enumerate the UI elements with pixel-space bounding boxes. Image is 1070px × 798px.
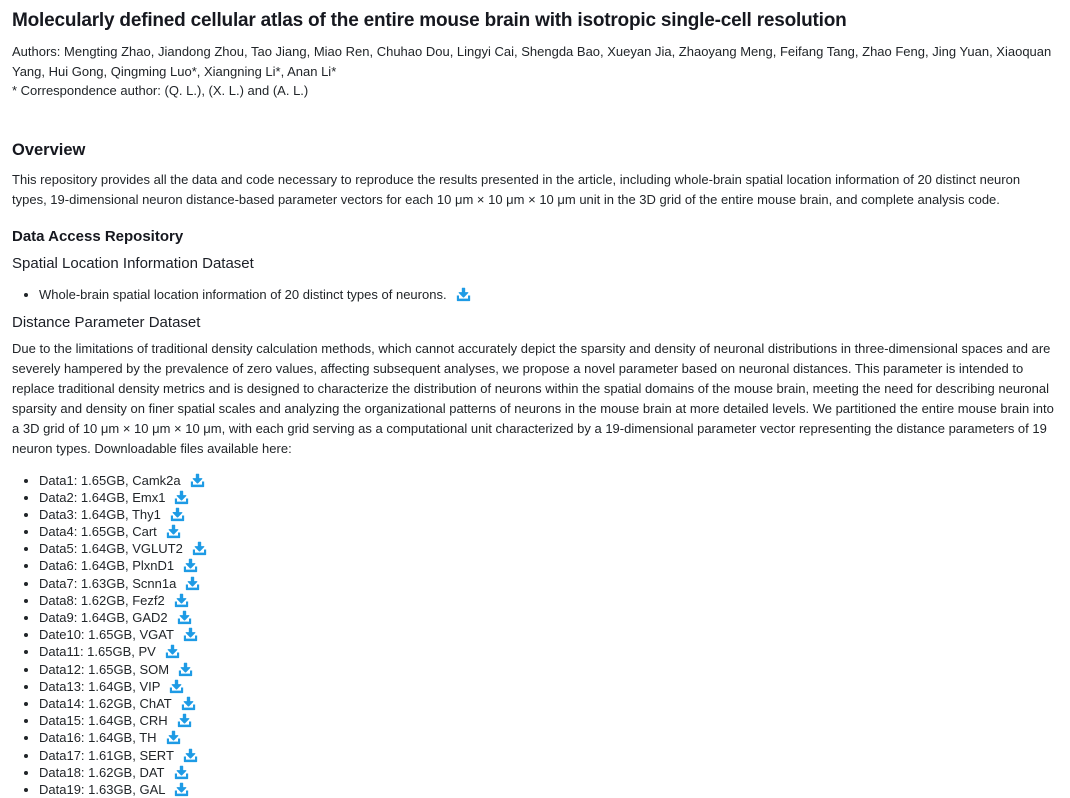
file-list-item [39, 489, 1058, 506]
download-icon[interactable] [185, 576, 200, 591]
file-list-item [39, 609, 1058, 626]
download-icon[interactable] [174, 593, 189, 608]
spatial-dataset-list [12, 286, 1058, 304]
file-label: Data16: 1.64GB, TH [39, 730, 157, 745]
file-list-item [39, 575, 1058, 592]
file-label: Data7: 1.63GB, Scnn1a [39, 576, 176, 591]
file-label: Data1: 1.65GB, Camk2a [39, 473, 181, 488]
file-label: Data3: 1.64GB, Thy1 [39, 507, 161, 522]
file-label: Data2: 1.64GB, Emx1 [39, 490, 165, 505]
download-icon[interactable] [166, 524, 181, 539]
file-label: Data9: 1.64GB, GAD2 [39, 610, 168, 625]
file-label: Data15: 1.64GB, CRH [39, 713, 168, 728]
page-title: Molecularly defined cellular atlas of the entire mouse brain with isotropic single-cell resolution [12, 10, 1058, 32]
download-icon[interactable] [456, 287, 471, 302]
spatial-item-text: Whole-brain spatial location information of 20 distinct types of neurons. [39, 287, 447, 302]
download-icon[interactable] [192, 541, 207, 556]
file-label: Data12: 1.65GB, SOM [39, 662, 169, 677]
file-list-item [39, 781, 1058, 798]
file-label: Data18: 1.62GB, DAT [39, 765, 165, 780]
file-list-item [39, 712, 1058, 729]
download-icon[interactable] [178, 662, 193, 677]
file-label: Data13: 1.64GB, VIP [39, 679, 160, 694]
file-label: Data14: 1.62GB, ChAT [39, 696, 172, 711]
download-file-list [12, 472, 1058, 798]
file-list-item [39, 747, 1058, 764]
file-label: Data17: 1.61GB, SERT [39, 748, 174, 763]
file-list-item [39, 506, 1058, 523]
file-list-item [39, 592, 1058, 609]
download-icon[interactable] [170, 507, 185, 522]
file-list-item [39, 729, 1058, 746]
file-list-item [39, 472, 1058, 489]
file-list-item [39, 661, 1058, 678]
download-icon[interactable] [174, 782, 189, 797]
download-icon[interactable] [183, 627, 198, 642]
download-icon[interactable] [165, 644, 180, 659]
list-item [39, 286, 1058, 304]
file-list-item [39, 678, 1058, 695]
file-list-item [39, 523, 1058, 540]
file-label: Data6: 1.64GB, PlxnD1 [39, 558, 174, 573]
download-icon[interactable] [181, 696, 196, 711]
file-label: Data5: 1.64GB, VGLUT2 [39, 541, 183, 556]
download-icon[interactable] [174, 765, 189, 780]
file-list-item [39, 695, 1058, 712]
download-icon[interactable] [169, 679, 184, 694]
overview-body: This repository provides all the data and code necessary to reproduce the results presented in the article, including whole-brain spatial location information of 20 distinct neuron types, 19-dimensional neuron distance-based parameter vectors for each 10 μm × 10 μm × 10 μm unit in the 3D grid of the entire mouse brain, and complete analysis code. [12, 170, 1058, 211]
download-icon[interactable] [174, 490, 189, 505]
file-label: Data8: 1.62GB, Fezf2 [39, 593, 165, 608]
file-list-item [39, 557, 1058, 574]
data-access-heading: Data Access Repository [12, 228, 1058, 245]
download-icon[interactable] [183, 748, 198, 763]
download-icon[interactable] [166, 730, 181, 745]
file-label: Date10: 1.65GB, VGAT [39, 627, 174, 642]
file-list-item [39, 643, 1058, 660]
file-label: Data11: 1.65GB, PV [39, 644, 156, 659]
download-icon[interactable] [183, 558, 198, 573]
download-icon[interactable] [190, 473, 205, 488]
spatial-dataset-heading: Spatial Location Information Dataset [12, 255, 1058, 272]
download-icon[interactable] [177, 610, 192, 625]
correspondence-line: * Correspondence author: (Q. L.), (X. L.) and (A. L.) [12, 81, 1058, 101]
distance-dataset-heading: Distance Parameter Dataset [12, 314, 1058, 331]
file-list-item [39, 764, 1058, 781]
overview-heading: Overview [12, 141, 1058, 160]
file-label: Data19: 1.63GB, GAL [39, 782, 165, 797]
file-list-item [39, 540, 1058, 557]
file-list-item [39, 626, 1058, 643]
file-label: Data4: 1.65GB, Cart [39, 524, 157, 539]
download-icon[interactable] [177, 713, 192, 728]
authors-line: Authors: Mengting Zhao, Jiandong Zhou, Tao Jiang, Miao Ren, Chuhao Dou, Lingyi Cai, Shengda Bao, Xueyan Jia, Zhaoyang Meng, Feifang Tang, Zhao Feng, Jing Yuan, Xiaoquan Yang, Hui Gong, Qingming Luo*, Xiangning Li*, Anan Li* [12, 42, 1058, 81]
distance-dataset-body: Due to the limitations of traditional density calculation methods, which cannot accurately depict the sparsity and density of neuronal distributions in three-dimensional spaces and are severely hampered by the prevalence of zero values, affecting subsequent analyses, we propose a novel parameter based on neuronal distances. This parameter is intended to replace traditional density metrics and is designed to characterize the distribution of neurons within the spatial domains of the mouse brain, meeting the need for describing neuronal sparsity and density on finer spatial scales and analyzing the organizational patterns of neurons in the mouse brain at more detailed levels. We partitioned the entire mouse brain into a 3D grid of 10 μm × 10 μm × 10 μm, with each grid serving as a computational unit characterized by a 19-dimensional parameter vector representing the distance parameters of 19 neuron types. Downloadable files available here: [12, 339, 1058, 459]
